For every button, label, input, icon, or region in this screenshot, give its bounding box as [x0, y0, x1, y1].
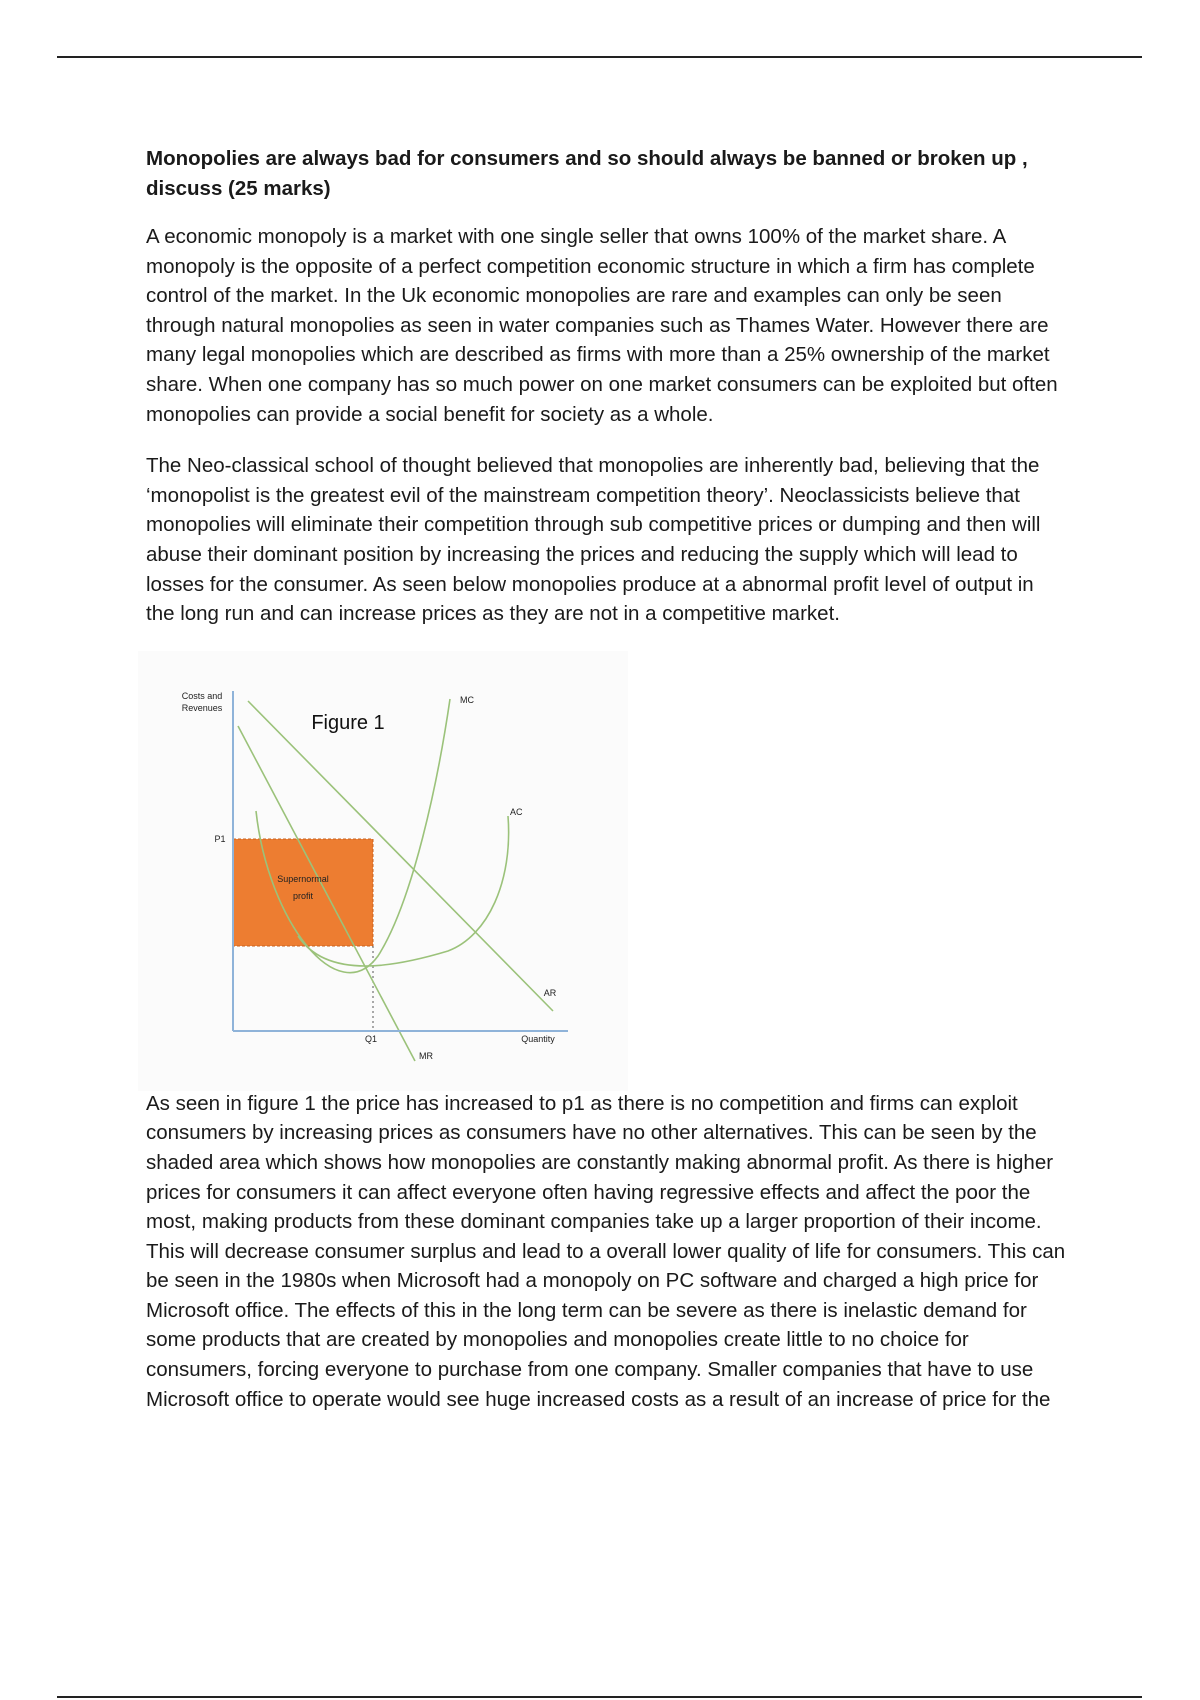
mr-label: MR — [419, 1050, 433, 1061]
essay-title: Monopolies are always bad for consumers and so should always be banned or broken up , discuss (25 marks) — [146, 147, 1028, 200]
q1-label: Q1 — [364, 1033, 378, 1044]
y-axis-label-1: Costs and — [181, 690, 223, 701]
document-body — [146, 144, 1066, 1436]
y-axis-label-2: Revenues — [181, 702, 223, 713]
figure-caption: Figure 1 — [311, 711, 385, 734]
paragraph-figure-analysis: As seen in figure 1 the price has increased to p1 as there is no competition and firms can exploit consumers by increasing prices as consumers have no other alternatives. This can be seen by the shaded area which shows how monopolies are constantly making abnormal profit. As there is higher prices for consumers it can affect everyone often having regressive effects and affect the poor the most, making products from these dominant companies take up a larger proportion of their income. This will decrease consumer surplus and lead to a overall lower quality of life for consumers. This can be seen in the 1980s when Microsoft had a monopoly on PC software and charged a high price for Microsoft office. The effects of this in the long term can be severe as there is inelastic demand for some products that are created by monopolies and monopolies create little to no choice for consumers, forcing everyone to purchase from one company. Smaller companies that have to use Microsoft office to operate would see huge increased costs as a result of an increase of price for the — [146, 1091, 1066, 1411]
ac-label: AC — [510, 806, 523, 817]
top-rule — [57, 56, 1142, 58]
mc-label: MC — [460, 694, 474, 705]
paragraph-neoclassical: The Neo-classical school of thought believed that monopolies are inherently bad, believing that the ‘monopolist is the greatest evil of the mainstream competition theory’. Neoclassicists believe that monopolies will eliminate their competition through sub competitive prices or dumping and then will abuse their dominant position by increasing the prices and reducing the supply which will lead to losses for the consumer. As seen below monopolies produce at a abnormal profit level of output in the long run and can increase prices as they are not in a competitive market. — [146, 454, 1041, 626]
monopoly-diagram-svg — [138, 651, 628, 1091]
x-axis-label: Quantity — [521, 1033, 555, 1044]
ar-label: AR — [543, 987, 557, 998]
p1-label: P1 — [214, 833, 226, 844]
area-label-1: Supernormal — [277, 873, 329, 884]
paragraph-intro: A economic monopoly is a market with one single seller that owns 100% of the market share. A monopoly is the opposite of a perfect competition economic structure in which a firm has complete control of the market. In the Uk economic monopolies are rare and examples can only be seen through natural monopolies as seen in water companies such as Thames Water. However there are many legal monopolies which are described as firms with more than a 25% ownership of the market share. When one company has so much power on one market consumers can be exploited but often monopolies can provide a social benefit for society as a whole. — [146, 225, 1058, 426]
area-label-2: profit — [292, 890, 314, 901]
monopoly-diagram — [138, 651, 628, 1091]
bottom-rule — [57, 1696, 1142, 1698]
